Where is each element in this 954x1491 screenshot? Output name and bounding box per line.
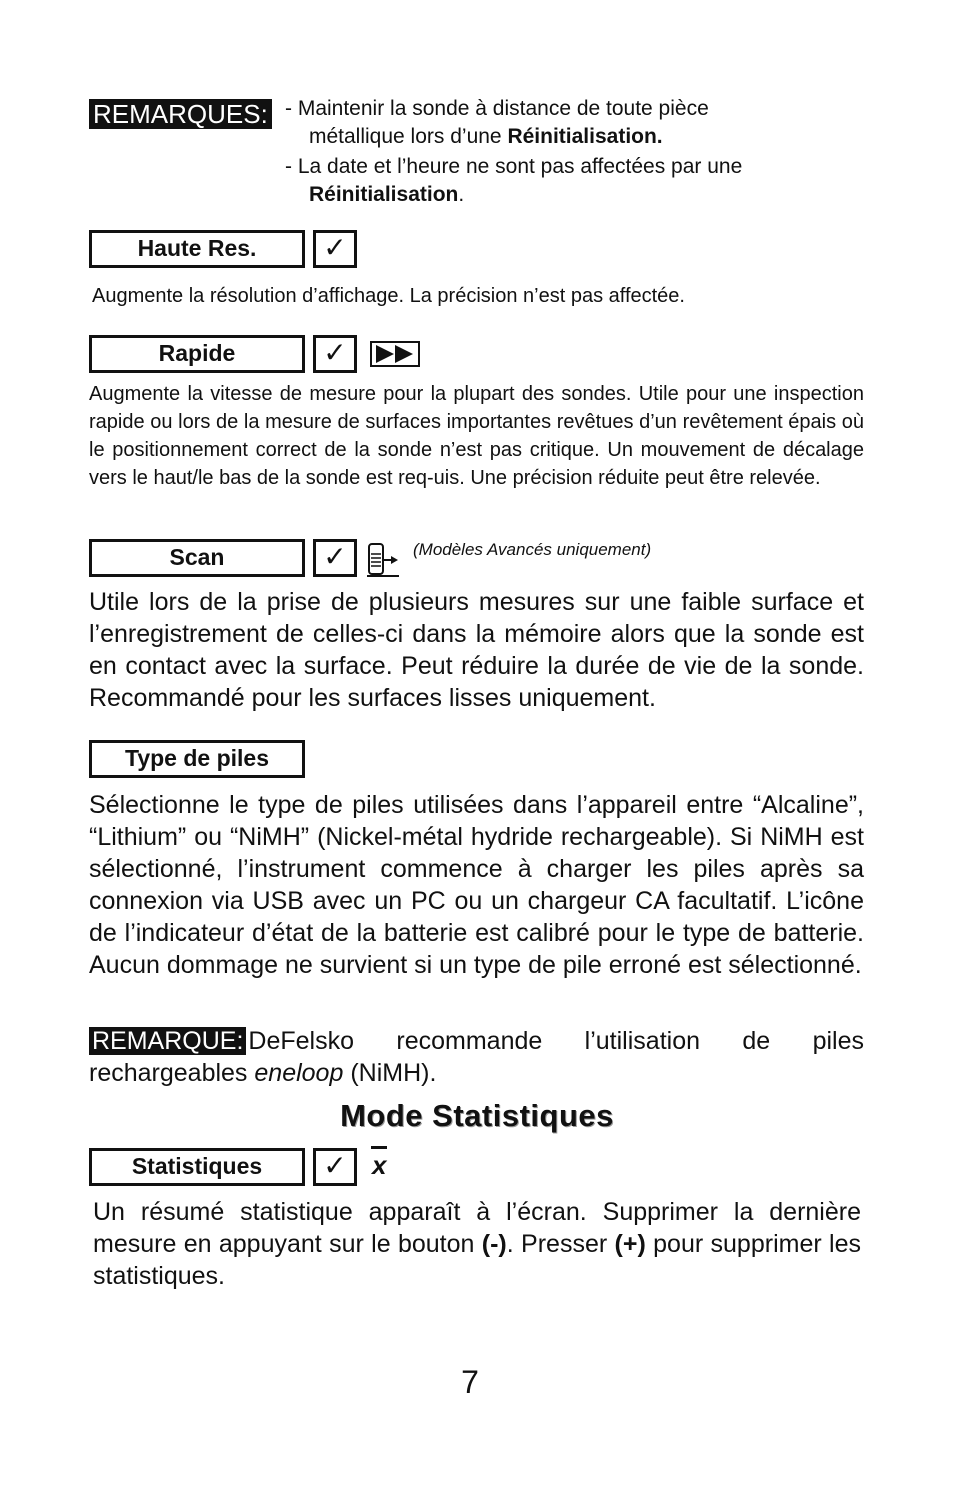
menu-item-statistiques[interactable]: Statistiques bbox=[89, 1148, 305, 1186]
menu-item-rapide[interactable]: Rapide bbox=[89, 335, 305, 373]
remarque-tag: REMARQUE: bbox=[89, 1027, 246, 1055]
type-piles-description: Sélectionne le type de piles utilisées dans l’appareil entre “Alcaline”, “Lithium” ou “NiMH” (Nickel-métal hydride rechargeable). Si NiMH est sélectionné, l’instrument commence à charger les piles après sa connexion via USB avec un PC ou un chargeur CA facultatif. L’icône de l’indicateur d’état de la batterie est calibré pour le type de batterie. Aucun dommage ne survient si un type de pile erroné est sélectionné. bbox=[89, 791, 864, 979]
remarque-paragraph: REMARQUE: DeFelsko recommande l’utilisation de piles rechargeables eneloop (NiMH). bbox=[89, 1027, 864, 1087]
remarques-line-2: métallique lors d’une Réinitialisation. bbox=[309, 125, 663, 148]
haute-res-description: Augmente la résolution d’affichage. La précision n’est pas affectée. bbox=[92, 285, 685, 307]
scan-checkbox[interactable]: ✓ bbox=[313, 539, 357, 577]
remarques-line-1: - Maintenir la sonde à distance de toute pièce bbox=[285, 97, 709, 120]
scan-models-note: (Modèles Avancés uniquement) bbox=[413, 540, 652, 559]
rapide-checkbox[interactable]: ✓ bbox=[313, 335, 357, 373]
statistiques-description: Un résumé statistique apparaît à l’écran. Supprimer la dernière mesure en appuyant sur le bouton (-). Presser (+) pour supprimer les statistiques. bbox=[93, 1198, 861, 1290]
menu-item-scan[interactable]: Scan bbox=[89, 539, 305, 577]
fast-forward-icon bbox=[370, 341, 420, 367]
remarques-tag: REMARQUES: bbox=[89, 99, 272, 129]
menu-item-haute-res[interactable]: Haute Res. bbox=[89, 230, 305, 268]
haute-res-checkbox[interactable]: ✓ bbox=[313, 230, 357, 268]
section-title: Mode Statistiques bbox=[340, 1098, 614, 1133]
scan-probe-icon bbox=[365, 540, 401, 578]
rapide-description: Augmente la vitesse de mesure pour la plupart des sondes. Utile pour une inspection rapide ou lors de la mesure de surfaces importantes revêtues d’un revêtement épais où le positionnement correct de la sonde n’est pas critique. Un mouvement de décalage vers le haut/le bas de la sonde est req-uis. Une précision réduite peut être relevée. bbox=[89, 383, 864, 489]
menu-item-type-de-piles[interactable]: Type de piles bbox=[89, 740, 305, 778]
scan-description: Utile lors de la prise de plusieurs mesures sur une faible surface et l’enregistrement de celles-ci dans la mémoire alors que la sonde est en contact avec la surface. Peut réduire la durée de vie de la sonde. Recommandé pour les surfaces lisses uniquement. bbox=[89, 588, 864, 712]
page-number: 7 bbox=[461, 1364, 479, 1400]
statistiques-checkbox[interactable]: ✓ bbox=[313, 1148, 357, 1186]
remarques-line-4: Réinitialisation. bbox=[309, 183, 465, 206]
remarques-line-3: - La date et l’heure ne sont pas affectées par une bbox=[285, 155, 743, 178]
x-bar-icon: x bbox=[371, 1146, 387, 1181]
